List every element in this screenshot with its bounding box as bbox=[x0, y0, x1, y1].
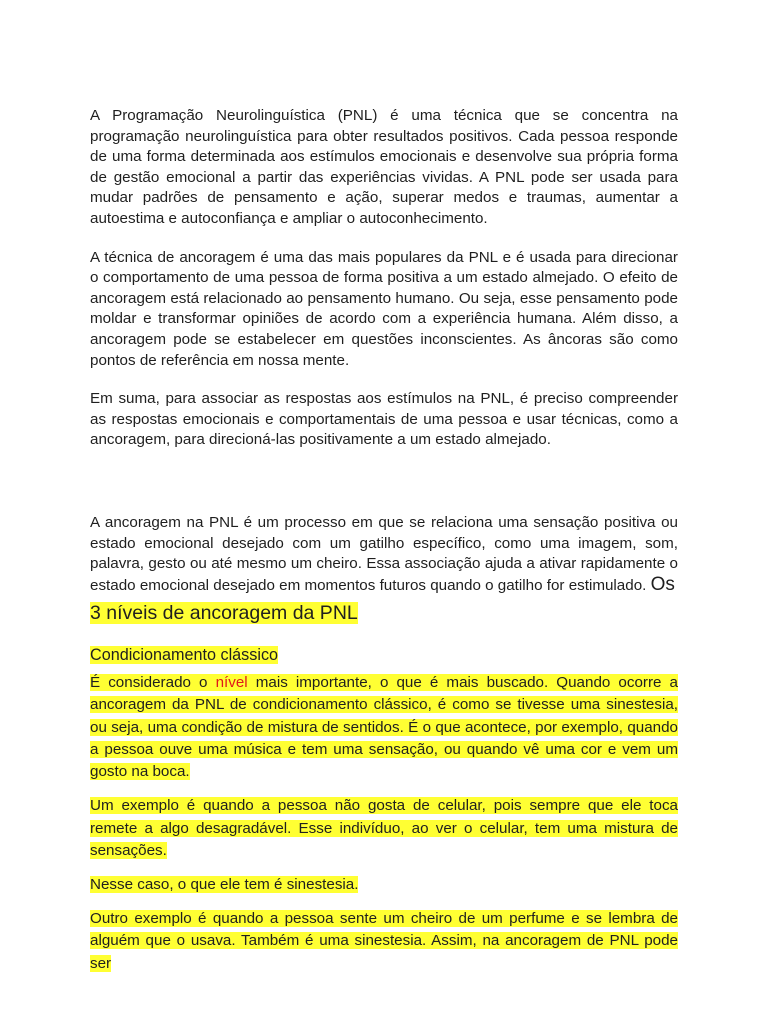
hl-text-perfume: Outro exemplo é quando a pessoa sente um cheiro de um perfume e se lembra de alguém que o usava. Também é uma sinestesia. Assim, na ancoragem de PNL pode ser bbox=[90, 910, 678, 972]
paragraph-pnl-intro: A Programação Neurolinguística (PNL) é uma técnica que se concentra na programação neurolinguística para obter resultados positivos. Cada pessoa responde de uma forma determinada aos estímulos emocionais e desenvolve sua própria forma de gestão emocional a partir das experiências vividas. A PNL pode ser usada para mudar padrões de pensamento e ação, superar medos e traumas, aumentar a autoestima e autoconfiança e ampliar o autoconhecimento. bbox=[90, 107, 678, 227]
hl-text-before: É considerado o bbox=[90, 674, 216, 692]
paragraph-summary: Em suma, para associar as respostas aos estímulos na PNL, é preciso compreender as respostas emocionais e comportamentais de uma pessoa e usar técnicas, como a ancoragem, para direcioná-las positivamente a um estado almejado. bbox=[90, 390, 678, 449]
hl-text-after: mais importante, o que é mais buscado. Quando ocorre a ancoragem da PNL de condicionamento clássico, é como se tivesse uma sinestesia, ou seja, uma condição de mistura de sentidos. É o que acontece, por exemplo, quando a pessoa ouve uma música e tem uma sensação, ou quando vê uma cor e vem um gosto na boca. bbox=[90, 674, 679, 781]
hl-text-example-phone: Um exemplo é quando a pessoa não gosta de celular, pois sempre que ele toca remete a algo desagradável. Esse indivíduo, ao ver o celular, tem uma mistura de sensações. bbox=[90, 797, 678, 859]
paragraph-anchoring-process bbox=[90, 513, 678, 596]
section-heading bbox=[90, 600, 678, 626]
document-page bbox=[90, 106, 678, 987]
highlighted-paragraph-classical bbox=[90, 672, 678, 783]
highlighted-paragraph-example-phone bbox=[90, 795, 678, 862]
hl-text-red-word: nível bbox=[215, 674, 248, 692]
paragraph-anchoring-technique: A técnica de ancoragem é uma das mais populares da PNL e é usada para direcionar o comportamento de uma pessoa de forma positiva a um estado almejado. O efeito de ancoragem está relacionado ao pensamento humano. Ou seja, esse pensamento pode moldar e transformar opiniões de acordo com a experiência humana. Além disso, a ancoragem pode se estabelecer em questões inconscientes. As âncoras são como pontos de referência em nossa mente. bbox=[90, 248, 678, 369]
subsection-heading bbox=[90, 644, 678, 666]
highlighted-paragraph-synesthesia bbox=[90, 874, 678, 896]
hl-text-synesthesia: Nesse caso, o que ele tem é sinestesia. bbox=[90, 875, 359, 893]
spacer bbox=[90, 469, 678, 513]
section-heading-text: 3 níveis de ancoragem da PNL bbox=[90, 602, 358, 625]
paragraph-anchoring-process-text: A ancoragem na PNL é um processo em que se relaciona uma sensação positiva ou estado emocional desejado com um gatilho específico, como uma imagem, som, palavra, gesto ou até mesmo um cheiro. Essa associação ajuda a ativar rapidamente o estado emocional desejado em momentos futuros quando o gatilho for estimulado. bbox=[90, 513, 678, 594]
heading-start-fragment: Os bbox=[650, 573, 675, 595]
highlighted-paragraph-perfume bbox=[90, 908, 678, 975]
subsection-heading-text: Condicionamento clássico bbox=[90, 646, 279, 665]
